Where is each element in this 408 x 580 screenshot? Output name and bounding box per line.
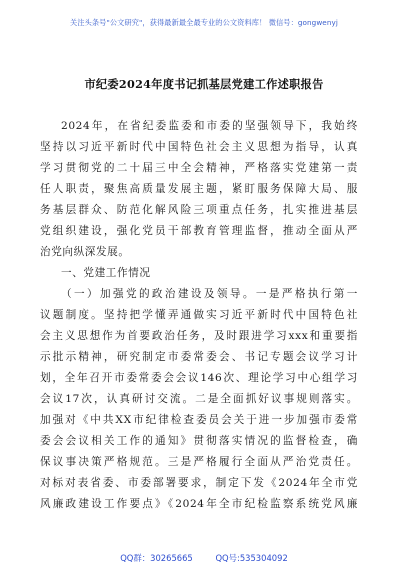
- section-heading: 一、党建工作情况: [61, 267, 151, 279]
- paragraph-line: 划，全年召开市委常委会会议146次、理论学习中心组学习: [40, 372, 358, 384]
- contact-footer: [0, 552, 408, 564]
- paragraph-line: 会议17次，认真研讨交流。二是全面抓好议事规则落实。: [40, 393, 358, 405]
- paragraph-line: 2024年，在省纪委监委和市委的坚强领导下，我始终: [61, 120, 358, 132]
- paragraph-line: （一）加强党的政治建设及领导。一是严格执行第一: [61, 288, 358, 300]
- paragraph-line: 会主义思想作为首要政治任务，及时跟进学习xxx和重要指: [40, 330, 358, 342]
- paragraph-line: 对标对表省委、市委部署要求，制定下发《2024年全市党: [40, 477, 358, 489]
- qq-number: QQ号:535304092: [215, 553, 288, 563]
- paragraph-line: 示批示精神，研究制定市委常委会、书记专题会议学习计: [40, 351, 358, 363]
- promo-header: 关注头条号"公文研究"，获得最新最全最专业的公文资料库！ 微信号：gongwenyj: [70, 18, 338, 27]
- qq-group: QQ群：30265665: [120, 553, 193, 563]
- document-body: [40, 116, 358, 515]
- paragraph-line: 任人职责，聚焦高质量发展主题，紧盯服务保障大局、服: [40, 183, 358, 195]
- paragraph-line: 党组织建设，强化党员干部教育管理监督，推动全面从严: [40, 225, 358, 237]
- paragraph-line: 务基层群众、防范化解风险三项重点任务，扎实推进基层: [40, 204, 358, 216]
- paragraph-line: 学习贯彻党的二十届三中全会精神，严格落实党建第一责: [40, 162, 358, 174]
- paragraph-line: 风廉政建设工作要点》《2024年全市纪检监察系统党风廉: [40, 498, 358, 510]
- paragraph-line: 治党向纵深发展。: [40, 246, 130, 258]
- document-title: 市纪委2024年度书记抓基层党建工作述职报告: [84, 77, 324, 91]
- paragraph-line: 保议事决策严格规范。三是严格履行全面从严治党责任。: [40, 456, 358, 468]
- paragraph-line: 议题制度。坚持把学懂弄通做实习近平新时代中国特色社: [40, 309, 358, 321]
- paragraph-line: 坚持以习近平新时代中国特色社会主义思想为指导，认真: [40, 141, 358, 153]
- paragraph-line: 加强对《中共XX市纪律检查委员会关于进一步加强市委常: [40, 414, 358, 426]
- paragraph-line: 委会会议相关工作的通知》贯彻落实情况的监督检查，确: [40, 435, 358, 447]
